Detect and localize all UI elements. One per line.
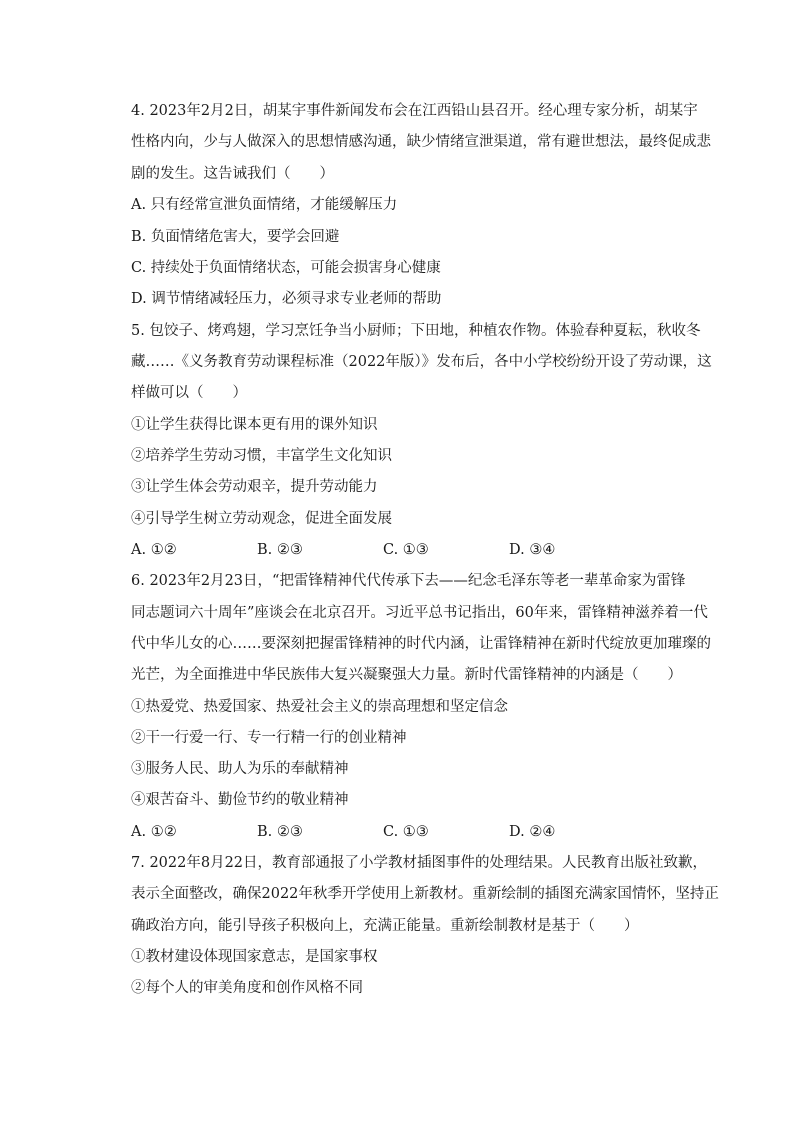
q7-stem-line-2: 表示全面整改，确保2022年秋季开学使用上新教材。重新绘制的插图充满家国情怀，坚持正 <box>131 886 719 902</box>
q6-choice-c: C. ①③ <box>383 824 429 840</box>
q6-item-3: ③服务人民、助人为乐的奉献精神 <box>131 761 349 777</box>
q4-stem-line-1: 4. 2023年2月2日，胡某宇事件新闻发布会在江西铅山县召开。经心理专家分析，胡某宇 <box>131 103 698 119</box>
q4-option-b: B. 负面情绪危害大，要学会回避 <box>131 229 340 245</box>
q6-stem-line-1: 6. 2023年2月23日，“把雷锋精神代代传承下去——纪念毛泽东等老一辈革命家为雷锋 <box>131 573 686 589</box>
q6-choice-d: D. ②④ <box>509 824 556 840</box>
q5-item-3: ③让学生体会劳动艰辛，提升劳动能力 <box>131 479 378 495</box>
q6-choices <box>131 822 691 842</box>
q5-item-1: ①让学生获得比课本更有用的课外知识 <box>131 417 378 433</box>
q6-choice-b: B. ②③ <box>257 824 303 840</box>
q4-option-c: C. 持续处于负面情绪状态，可能会损害身心健康 <box>131 260 441 276</box>
q7-item-1: ①教材建设体现国家意志，是国家事权 <box>131 949 378 965</box>
q4-stem-line-2: 性格内向，少与人做深入的思想情感沟通，缺少情绪宣泄渠道，常有避世想法，最终促成悲 <box>131 134 711 150</box>
q5-stem-line-3: 样做可以（ ） <box>131 385 247 401</box>
q5-choices <box>131 540 691 560</box>
q5-stem-line-1: 5. 包饺子、烤鸡翅，学习烹饪争当小厨师；下田地，种植农作物。体验春种夏耘，秋收冬 <box>131 323 701 339</box>
q4-option-d: D. 调节情绪减轻压力，必须寻求专业老师的帮助 <box>131 291 442 307</box>
q5-choice-d: D. ③④ <box>509 542 556 558</box>
q5-choice-c: C. ①③ <box>383 542 429 558</box>
q6-stem-line-2: 同志题词六十周年”座谈会在北京召开。习近平总书记指出，60年来，雷锋精神滋养着一代 <box>131 605 708 621</box>
q4-stem-line-3: 剧的发生。这告诫我们（ ） <box>131 166 334 182</box>
q7-stem-line-3: 确政治方向，能引导孩子积极向上，充满正能量。重新绘制教材是基于（ ） <box>131 918 639 934</box>
q5-choice-b: B. ②③ <box>257 542 303 558</box>
q6-item-4: ④艰苦奋斗、勤俭节约的敬业精神 <box>131 792 349 808</box>
q6-item-2: ②干一行爱一行、专一行精一行的创业精神 <box>131 730 407 746</box>
q7-item-2: ②每个人的审美角度和创作风格不同 <box>131 980 363 996</box>
q6-stem-line-3: 代中华儿女的心……要深刻把握雷锋精神的时代内涵，让雷锋精神在新时代绽放更加璀璨的 <box>131 636 711 652</box>
q5-stem-line-2: 藏……《义务教育劳动课程标准（2022年版）》发布后，各中小学校纷纷开设了劳动课，这 <box>131 354 712 370</box>
q7-stem-line-1: 7. 2022年8月22日，教育部通报了小学教材插图事件的处理结果。人民教育出版社致歉， <box>131 855 708 871</box>
q5-choice-a: A. ①② <box>131 542 177 558</box>
q6-choice-a: A. ①② <box>131 824 177 840</box>
q4-option-a: A. 只有经常宣泄负面情绪，才能缓解压力 <box>131 197 398 213</box>
q6-stem-line-4: 光芒，为全面推进中华民族伟大复兴凝聚强大力量。新时代雷锋精神的内涵是（ ） <box>131 667 682 683</box>
q6-item-1: ①热爱党、热爱国家、热爱社会主义的崇高理想和坚定信念 <box>131 699 508 715</box>
q5-item-4: ④引导学生树立劳动观念，促进全面发展 <box>131 511 392 527</box>
q5-item-2: ②培养学生劳动习惯，丰富学生文化知识 <box>131 448 392 464</box>
